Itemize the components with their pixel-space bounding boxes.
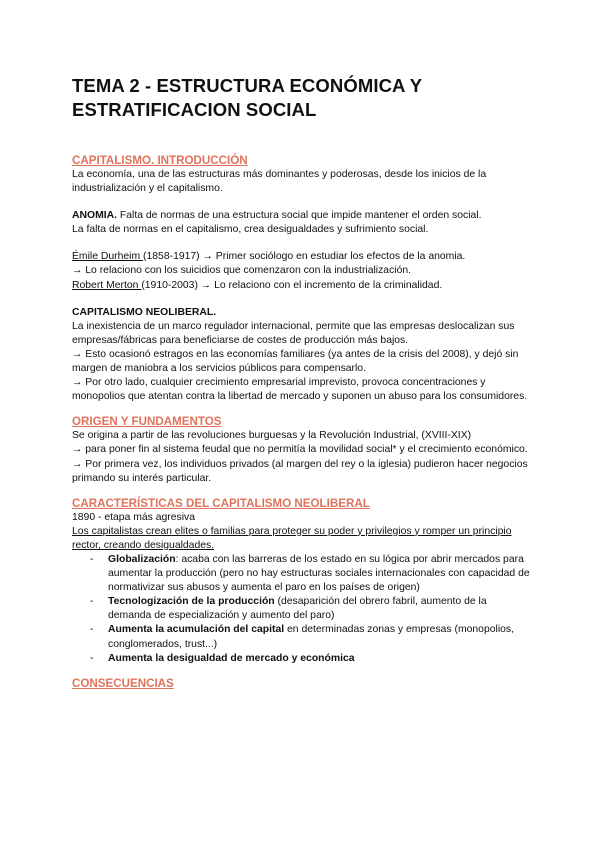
origen-paragraph-1: Se origina a partir de las revoluciones burguesas y la Revolución Industrial, (XVIII-XIX): [72, 430, 472, 442]
neoliberal-paragraph-2: → Esto ocasionó estragos en las economías familiares (ya antes de la crisis del 2008), y dejó sin margen de maniobra a los servicios públicos para compensarlo.: [72, 348, 519, 375]
list-dash: -: [90, 553, 94, 565]
neoliberal-paragraph-3: → Por otro lado, cualquier crecimiento empresarial imprevisto, provoca concentraciones y monopolios que atentan contra la libertad de mercado y suponen un abuso para los consumidores.: [72, 377, 528, 403]
page-title: TEMA 2 - ESTRUCTURA ECONÓMICA Y ESTRATIFICACION SOCIAL: [72, 75, 422, 120]
list-item: [72, 553, 532, 595]
durkheim-text: (1858-1917) → Primer sociólogo en estudiar los efectos de la anomia.: [143, 251, 466, 263]
anomia-line-2: La falta de normas en el capitalismo, crea desigualdades y sufrimiento social.: [72, 224, 429, 236]
section-heading-intro: CAPITALISMO. INTRODUCCIÓN: [72, 154, 248, 167]
caracteristicas-paragraph-2: Los capitalistas crean elites o familias para proteger su poder y privilegios y romper un principio rector, creando desigualdades.: [72, 525, 512, 551]
anomia-term: ANOMIA.: [72, 210, 118, 222]
list-item: [72, 595, 532, 623]
list-item: [72, 623, 532, 651]
list-item-bold: Aumenta la desigualdad de mercado y económica: [108, 652, 355, 664]
list-dash: -: [90, 624, 94, 636]
origen-paragraph-2: → para poner fin al sistema feudal que no permitía la movilidad social* y el crecimiento económico.: [72, 444, 528, 456]
list-item-bold: Tecnologización de la producción: [108, 596, 275, 608]
list-item: [72, 652, 532, 666]
list-item-text: en determinadas zonas y empresas (monopolios, conglomerados, trust...): [108, 624, 514, 650]
list-dash: -: [90, 596, 94, 608]
list-dash: -: [90, 652, 94, 664]
caracteristicas-list: [72, 553, 532, 666]
list-item-bold: Aumenta la acumulación del capital: [108, 624, 285, 636]
list-item-text: (desaparición del obrero fabril, aumento de la demanda de especialización y aumento del paro): [108, 596, 487, 622]
list-item-bold: Globalización: [108, 553, 176, 565]
merton-name: Robert Merton: [72, 279, 142, 291]
neoliberal-paragraph-1: La inexistencia de un marco regulador internacional, permite que las empresas deslocalizan sus empresas/fábricas para beneficiarse de costes de producción más bajos.: [72, 320, 515, 346]
merton-line: [72, 279, 532, 293]
section-heading-caracteristicas: CARACTERÍSTICAS DEL CAPITALISMO NEOLIBERAL: [72, 496, 370, 510]
merton-text: (1910-2003) → Lo relaciono con el incremento de la criminalidad.: [141, 279, 443, 291]
intro-paragraph: La economía, una de las estructuras más dominantes y poderosas, desde los inicios de la industrialización y el capitalismo.: [72, 169, 487, 195]
document-body: [72, 153, 532, 691]
anomia-definition: [72, 209, 532, 223]
list-item-text: : acaba con las barreras de los estado en su lógica por abrir mercados para aumentar la producción (pero no hay estructuras sociales internacionales con capacidad de normativizar sus abusos y aumenta el paro en los países de origen): [108, 553, 530, 594]
caracteristicas-paragraph-1: 1890 - etapa más agresiva: [72, 511, 196, 523]
durkheim-line: [72, 250, 532, 264]
section-heading-neoliberal: CAPITALISMO NEOLIBERAL.: [72, 306, 217, 318]
section-heading-consecuencias: CONSECUENCIAS: [72, 676, 174, 690]
anomia-definition-text: Falta de normas de una estructura social que impide mantener el orden social.: [117, 210, 482, 222]
origen-paragraph-3: → Por primera vez, los individuos privados (al margen del rey o la iglesia) pudieron hacer negocios primando su interés particular.: [72, 458, 528, 484]
durkheim-subline: → Lo relaciono con los suicidios que comenzaron con la industrialización.: [72, 265, 412, 277]
durkheim-name: Émile Durheim: [72, 251, 144, 263]
section-heading-origen: ORIGEN Y FUNDAMENTOS: [72, 415, 222, 429]
